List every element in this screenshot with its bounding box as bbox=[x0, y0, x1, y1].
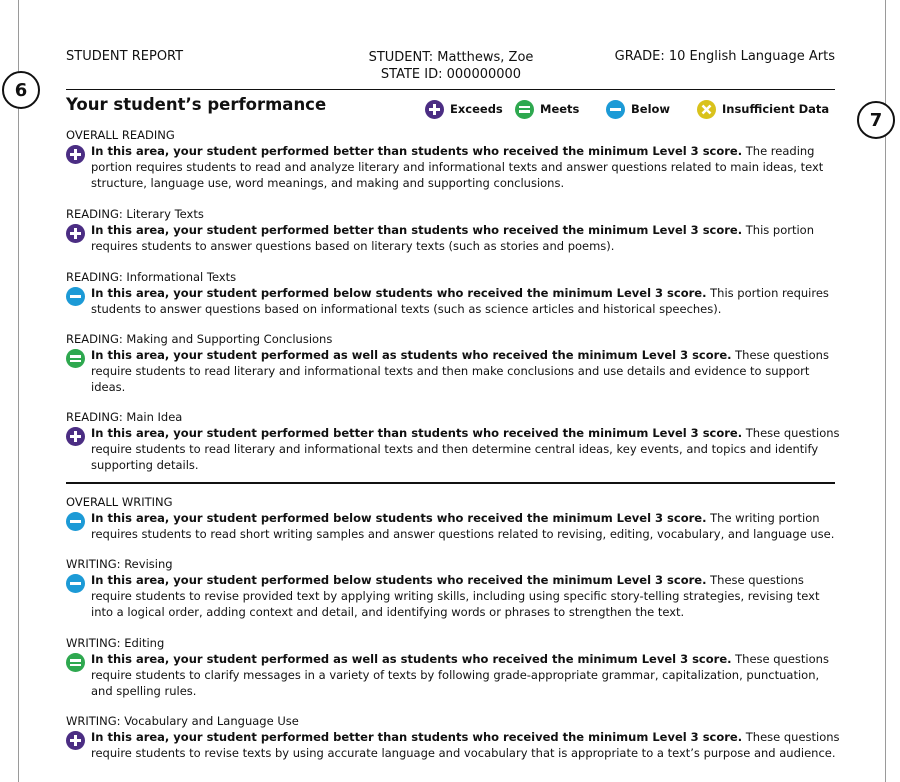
header-divider bbox=[66, 89, 835, 90]
section-label: READING: Informational Texts bbox=[66, 270, 237, 284]
exceeds-icon bbox=[66, 731, 85, 750]
section-writing-revising bbox=[66, 557, 841, 620]
report-title: STUDENT REPORT bbox=[66, 49, 184, 64]
meets-icon bbox=[66, 653, 85, 672]
section-label: READING: Main Idea bbox=[66, 410, 183, 424]
legend-meets-label: Meets bbox=[540, 102, 580, 116]
section-writing-editing bbox=[66, 636, 841, 699]
exceeds-icon bbox=[66, 427, 85, 446]
exceeds-icon bbox=[66, 145, 85, 164]
section-overall-reading bbox=[66, 128, 841, 191]
callout-marker-6: 6 bbox=[2, 71, 40, 109]
section-description: In this area, your student performed below students who received the minimum Level 3 score. These questions require students to revise provided text by applying writing skills, including using specific story-telling strategies, revising text into a logical order, adding context and detail, and identifying words or phrases to strengthen the text. bbox=[91, 573, 820, 619]
section-label: WRITING: Editing bbox=[66, 636, 165, 650]
legend-exceeds bbox=[425, 99, 503, 119]
section-label: READING: Literary Texts bbox=[66, 207, 204, 221]
section-label: OVERALL READING bbox=[66, 128, 175, 142]
below-icon bbox=[606, 100, 625, 119]
legend-below bbox=[606, 99, 670, 119]
section-description: In this area, your student performed as well as students who received the minimum Level 3 score. These questions require students to read literary and informational texts and then make conclusions and use details and evidence to support ideas. bbox=[91, 348, 829, 394]
callout-marker-7: 7 bbox=[857, 101, 895, 139]
meets-icon bbox=[66, 349, 85, 368]
below-icon bbox=[66, 574, 85, 593]
section-reading-conclusions bbox=[66, 332, 841, 395]
legend-insufficient bbox=[697, 99, 829, 119]
section-label: WRITING: Vocabulary and Language Use bbox=[66, 714, 299, 728]
state-id: STATE ID: 000000000 bbox=[380, 67, 522, 82]
section-reading-main-idea bbox=[66, 410, 841, 473]
section-description: In this area, your student performed below students who received the minimum Level 3 score. This portion requires students to answer questions based on informational texts (such as science articles and historical speeches). bbox=[91, 286, 829, 316]
legend-insufficient-label: Insufficient Data bbox=[722, 102, 830, 116]
section-reading-literary-texts bbox=[66, 207, 841, 254]
performance-title: Your student’s performance bbox=[66, 95, 327, 114]
section-description: In this area, your student performed better than students who received the minimum Level 3 score. These questions require students to read literary and informational texts and then determine central ideas, key events, and topics and identify supporting details. bbox=[91, 426, 840, 472]
legend-meets bbox=[515, 99, 579, 119]
meets-icon bbox=[515, 100, 534, 119]
section-label: OVERALL WRITING bbox=[66, 495, 173, 509]
section-description: In this area, your student performed as well as students who received the minimum Level 3 score. These questions require students to clarify messages in a variety of texts by following grade-appropriate grammar, capitalization, punctuation, and spelling rules. bbox=[91, 652, 829, 698]
section-description: In this area, your student performed better than students who received the minimum Level 3 score. These questions require students to revise texts by using accurate language and vocabulary that is appropriate to a text’s purpose and audience. bbox=[91, 730, 840, 760]
section-label: READING: Making and Supporting Conclusions bbox=[66, 332, 333, 346]
legend-below-label: Below bbox=[631, 102, 671, 116]
section-writing-vocabulary bbox=[66, 714, 841, 761]
student-name: STUDENT: Matthews, Zoe bbox=[368, 50, 534, 65]
below-icon bbox=[66, 512, 85, 531]
below-icon bbox=[66, 287, 85, 306]
insufficient-data-icon bbox=[697, 100, 716, 119]
exceeds-icon bbox=[425, 100, 444, 119]
grade-info: GRADE: 10 English Language Arts bbox=[614, 49, 835, 64]
section-reading-informational-texts bbox=[66, 270, 841, 317]
section-description: In this area, your student performed better than students who received the minimum Level 3 score. This portion requires students to answer questions based on literary texts (such as stories and poems). bbox=[91, 223, 814, 253]
legend-exceeds-label: Exceeds bbox=[450, 102, 503, 116]
student-info bbox=[300, 49, 602, 83]
section-divider bbox=[66, 482, 835, 484]
section-description: In this area, your student performed below students who received the minimum Level 3 score. The writing portion requires students to read short writing samples and answer questions related to revising, editing, vocabulary, and language use. bbox=[91, 511, 835, 541]
section-overall-writing bbox=[66, 495, 841, 542]
section-description: In this area, your student performed better than students who received the minimum Level 3 score. The reading portion requires students to read and analyze literary and informational texts and answer questions related to main ideas, text structure, language use, word meanings, and making and supporting conclusions. bbox=[91, 144, 824, 190]
exceeds-icon bbox=[66, 224, 85, 243]
section-label: WRITING: Revising bbox=[66, 557, 173, 571]
